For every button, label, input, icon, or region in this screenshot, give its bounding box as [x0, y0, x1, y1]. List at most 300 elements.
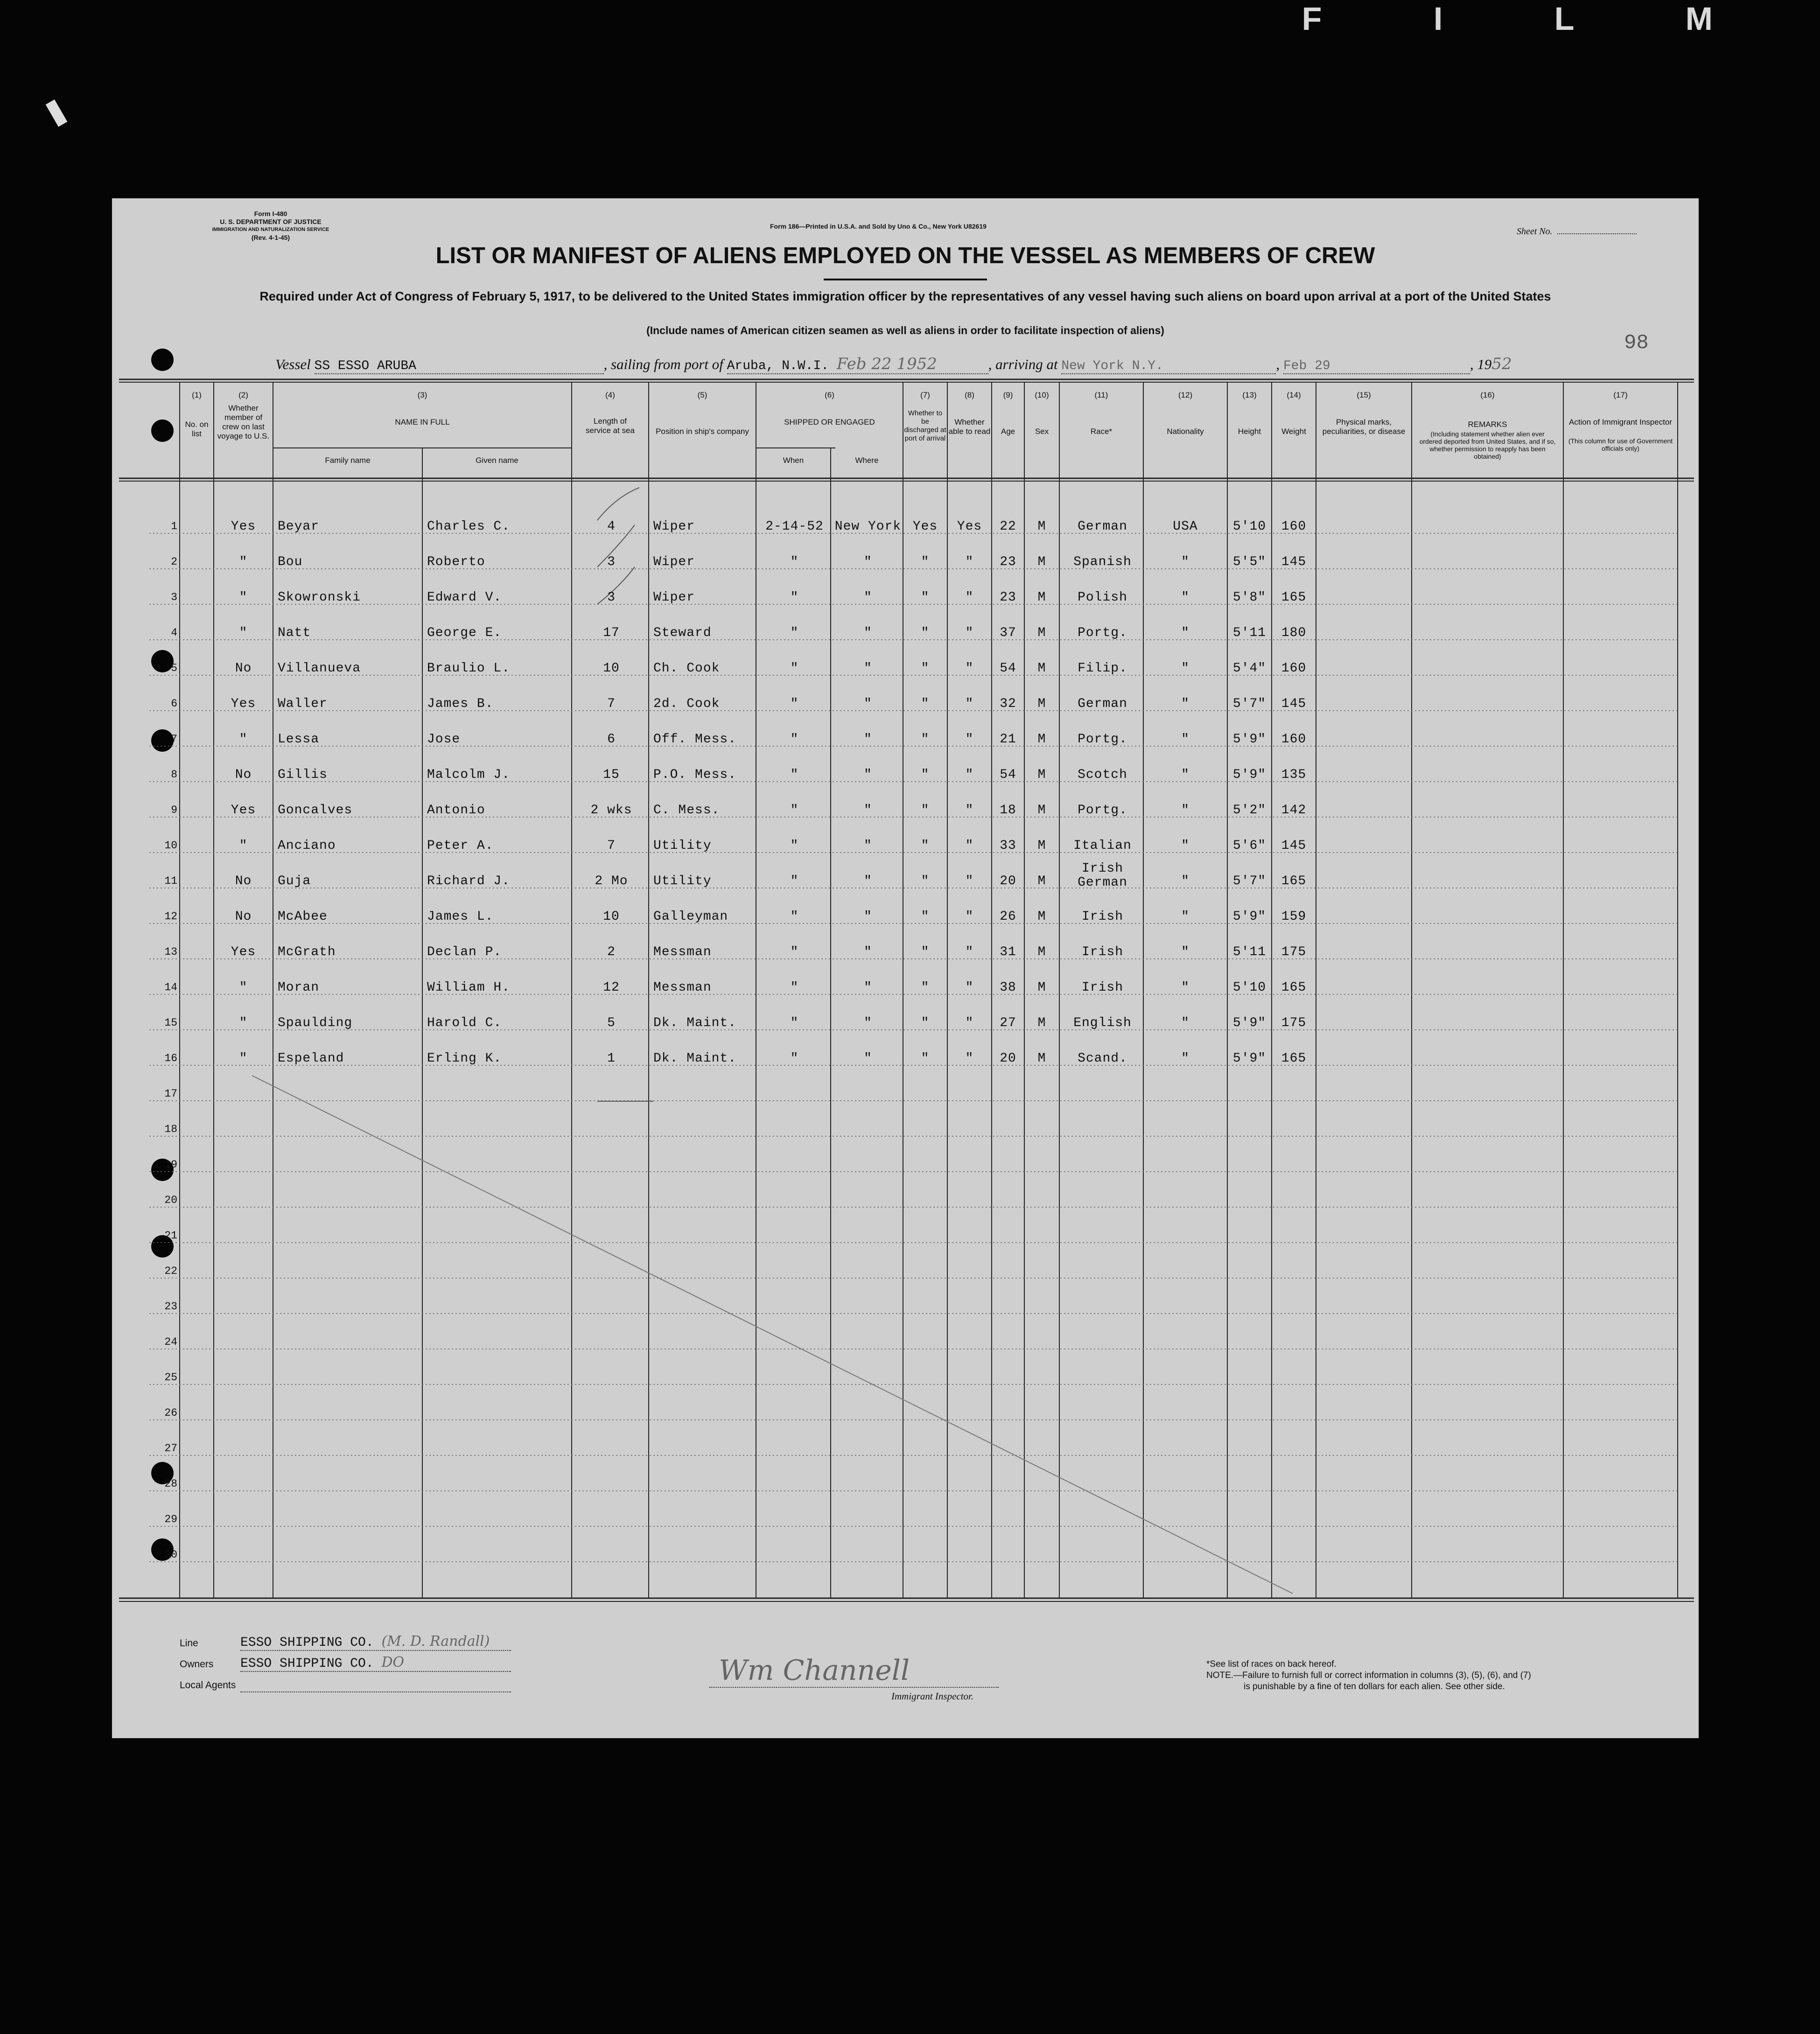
cell-when: ": [790, 839, 799, 853]
cell-age: 22: [1000, 519, 1016, 534]
cell-where: ": [864, 1016, 872, 1030]
cell-when: ": [790, 980, 799, 995]
col-num-7: (7): [920, 391, 930, 399]
col-head-physical-marks: Physical marks, peculiarities, or disease: [1322, 418, 1406, 436]
col-head-when: When: [783, 456, 804, 465]
cell-discharged: ": [921, 697, 930, 711]
cell-given: George E.: [427, 626, 502, 640]
subnote: (Include names of American citizen seamen as well as aliens in order to facilitate inspection of aliens): [646, 324, 1164, 336]
footnote-penalty: NOTE.—Failure to furnish full or correct information in columns (3), (5), (6), and (7): [1206, 1671, 1531, 1680]
cell-nationality: ": [1181, 1016, 1190, 1030]
cell-family: Skowronski: [278, 590, 361, 605]
page-number: 98: [1624, 331, 1649, 355]
row-number: 19: [164, 1159, 177, 1171]
row-number: 14: [164, 981, 177, 993]
year-suffix: 52: [1491, 355, 1512, 373]
cell-given: James B.: [427, 697, 494, 711]
line-value: ESSO SHIPPING CO. (M. D. Randall): [240, 1633, 511, 1651]
department: U. S. DEPARTMENT OF JUSTICE: [220, 218, 322, 225]
owners-value: ESSO SHIPPING CO. DO: [240, 1654, 511, 1672]
cell-race: Irish: [1081, 980, 1123, 995]
cell-read: ": [965, 768, 974, 782]
cell-age: 31: [1000, 945, 1016, 959]
cell-sex: M: [1037, 590, 1046, 605]
cell-nationality: ": [1181, 626, 1190, 640]
service: IMMIGRATION AND NATURALIZATION SERVICE: [212, 227, 329, 232]
cell-prev: No: [235, 874, 252, 888]
cell-height: 5'9": [1232, 909, 1267, 924]
col-num-9: (9): [1003, 391, 1013, 399]
row-number: 13: [164, 946, 177, 958]
cell-nationality: ": [1181, 1051, 1190, 1066]
line-handwriting: (M. D. Randall): [381, 1633, 490, 1650]
cell-service: 3: [607, 555, 616, 569]
cell-read: ": [965, 874, 974, 888]
cell-sex: M: [1037, 519, 1046, 534]
cell-prev: ": [239, 555, 248, 569]
col-head-read: Whether able to read: [948, 418, 991, 436]
cell-discharged: ": [921, 626, 930, 640]
cell-given: Jose: [427, 732, 461, 747]
cell-age: 37: [1000, 626, 1016, 640]
cell-position: Messman: [653, 945, 712, 959]
cell-service: 15: [603, 768, 620, 782]
cell-sex: M: [1037, 839, 1046, 853]
cell-sex: M: [1037, 874, 1046, 888]
cell-when: ": [790, 803, 799, 818]
cell-where: ": [864, 768, 872, 782]
cell-service: 2: [607, 945, 616, 959]
cell-family: Beyar: [278, 519, 320, 534]
cell-family: Goncalves: [278, 803, 353, 818]
cell-read: ": [965, 839, 974, 853]
cell-when: ": [790, 909, 799, 924]
cell-service: 7: [607, 697, 616, 711]
cell-discharged: ": [921, 945, 930, 959]
col-num-6: (6): [825, 391, 834, 399]
cell-given: Richard J.: [427, 874, 511, 888]
cell-service: 2 Mo: [595, 874, 628, 888]
cell-weight: 165: [1281, 874, 1307, 888]
cell-family: McGrath: [278, 945, 336, 959]
cell-when: ": [790, 945, 799, 959]
cell-height: 5'11: [1232, 945, 1267, 959]
cell-where: ": [864, 732, 872, 747]
cell-when: ": [790, 661, 799, 676]
cell-family: Spaulding: [278, 1016, 353, 1030]
signature-line: [709, 1687, 999, 1688]
row-number: 1: [171, 520, 177, 532]
cell-read: ": [965, 590, 974, 605]
row-number: 2: [171, 556, 177, 568]
col-num-8: (8): [965, 391, 974, 399]
cell-read: ": [965, 732, 974, 747]
cell-position: Galleyman: [653, 909, 728, 924]
cell-where: ": [864, 803, 872, 818]
cell-service: 2 wks: [590, 803, 632, 818]
row-number: 10: [164, 839, 177, 852]
cell-position: Off. Mess.: [653, 732, 737, 747]
cell-discharged: ": [921, 590, 930, 605]
cell-sex: M: [1037, 697, 1046, 711]
col-head-sex: Sex: [1035, 427, 1049, 436]
cell-family: Natt: [278, 626, 311, 640]
cell-age: 54: [1000, 768, 1016, 782]
cell-position: Steward: [653, 626, 712, 640]
row-number: 25: [164, 1371, 177, 1384]
cell-family: Moran: [278, 980, 320, 995]
cell-height: 5'9": [1232, 732, 1267, 747]
row-number: 6: [171, 698, 177, 710]
cell-where: ": [864, 874, 872, 888]
year-prefix: 19: [1477, 356, 1492, 372]
col-head-no: No. on list: [185, 420, 209, 438]
row-number: 5: [171, 662, 177, 674]
cell-read: ": [965, 626, 974, 640]
footnote-penalty-cont: is punishable by a fine of ten dollars for each alien. See other side.: [1244, 1682, 1505, 1692]
cell-weight: 165: [1281, 1051, 1307, 1066]
cell-position: Wiper: [653, 519, 695, 534]
cell-discharged: ": [921, 839, 930, 853]
row-number: 17: [164, 1088, 177, 1100]
cell-where: New York: [834, 519, 902, 534]
cell-age: 54: [1000, 661, 1016, 676]
cell-given: William H.: [427, 980, 511, 995]
cell-position: Wiper: [653, 555, 695, 569]
col-head-where: Where: [855, 456, 879, 465]
col-num-17: (17): [1613, 391, 1628, 399]
col-head-age: Age: [1001, 427, 1015, 436]
cell-nationality: ": [1181, 803, 1190, 818]
col-head-race: Race*: [1090, 427, 1113, 436]
cell-where: ": [864, 839, 872, 853]
cell-age: 33: [1000, 839, 1016, 853]
cell-nationality: ": [1181, 768, 1190, 782]
cell-where: ": [864, 1051, 872, 1066]
cell-discharged: ": [921, 555, 930, 569]
cell-weight: 180: [1281, 626, 1307, 640]
cell-race: Irish: [1081, 909, 1123, 924]
cell-discharged: ": [921, 874, 930, 888]
cell-when: ": [790, 1016, 799, 1030]
row-number: 12: [164, 910, 177, 923]
row-number: 30: [164, 1549, 177, 1561]
cell-nationality: ": [1181, 909, 1190, 924]
cell-read: ": [965, 661, 974, 676]
cell-age: 26: [1000, 909, 1016, 924]
col-head-inspector-note: (This column for use of Government officials only): [1568, 437, 1673, 452]
col-head-family-name: Family name: [325, 456, 371, 465]
row-number: 3: [171, 591, 177, 603]
line-label: Line: [180, 1638, 198, 1649]
cell-discharged: ": [921, 909, 930, 924]
cell-sex: M: [1037, 1051, 1046, 1066]
cell-race: Irish German: [1078, 861, 1127, 890]
cell-read: ": [965, 555, 974, 569]
cell-nationality: ": [1181, 732, 1190, 747]
cell-position: Dk. Maint.: [653, 1051, 737, 1066]
cell-prev: ": [239, 1051, 248, 1066]
col-num-1: (1): [192, 391, 202, 399]
cell-sex: M: [1037, 1016, 1046, 1030]
cell-nationality: ": [1181, 945, 1190, 959]
cell-weight: 145: [1281, 555, 1307, 569]
cell-when: ": [790, 1051, 799, 1066]
cell-weight: 175: [1281, 945, 1307, 959]
col-num-16: (16): [1480, 391, 1495, 399]
cell-position: Utility: [653, 874, 712, 888]
cell-family: Anciano: [278, 839, 336, 853]
row-number: 11: [164, 875, 177, 887]
cell-service: 5: [607, 1016, 616, 1030]
cell-position: P.O. Mess.: [653, 768, 737, 782]
cell-when: ": [790, 697, 799, 711]
cell-where: ": [864, 661, 872, 676]
cell-position: 2d. Cook: [653, 697, 720, 711]
footnote: [1206, 1659, 1531, 1692]
col-num-14: (14): [1287, 391, 1301, 399]
cell-where: ": [864, 555, 872, 569]
cell-race: Scotch: [1078, 768, 1127, 782]
arrival-date: Feb 29: [1283, 359, 1470, 374]
cell-race: Portg.: [1078, 626, 1127, 640]
row-number: 16: [164, 1052, 177, 1064]
cell-height: 5'9": [1232, 1051, 1267, 1066]
cell-when: ": [790, 590, 799, 605]
inspector-caption: Immigrant Inspector.: [891, 1691, 974, 1702]
col-head-height: Height: [1238, 427, 1261, 436]
col-num-3: (3): [417, 391, 427, 399]
cell-height: 5'7": [1232, 697, 1267, 711]
cell-family: Guja: [278, 874, 311, 888]
cell-height: 5'10: [1232, 980, 1267, 995]
cell-race: Spanish: [1073, 555, 1132, 569]
cell-age: 23: [1000, 555, 1016, 569]
cell-height: 5'4": [1232, 661, 1267, 676]
cell-nationality: USA: [1173, 519, 1198, 534]
cell-discharged: ": [921, 803, 930, 818]
sheet-number-label: Sheet No.: [1517, 226, 1553, 237]
cell-when: ": [790, 626, 799, 640]
cell-family: Gillis: [278, 768, 328, 782]
cell-weight: 145: [1281, 697, 1307, 711]
cell-prev: ": [239, 626, 248, 640]
col-head-position: Position in ship's company: [656, 427, 749, 436]
cell-given: James L.: [427, 909, 494, 924]
cell-nationality: ": [1181, 839, 1190, 853]
cell-service: 12: [603, 980, 620, 995]
row-number: 23: [164, 1300, 177, 1313]
owners-handwriting: DO: [381, 1654, 405, 1671]
cell-where: ": [864, 697, 872, 711]
cell-age: 32: [1000, 697, 1016, 711]
owners-label: Owners: [180, 1659, 214, 1670]
row-number: 27: [164, 1442, 177, 1454]
cell-given: Erling K.: [427, 1051, 502, 1066]
row-number: 9: [171, 804, 177, 816]
col-num-12: (12): [1178, 391, 1193, 399]
cell-prev: ": [239, 980, 248, 995]
cell-read: ": [965, 1016, 974, 1030]
cell-read: ": [965, 980, 974, 995]
cell-weight: 160: [1281, 732, 1307, 747]
cell-height: 5'10: [1232, 519, 1267, 534]
cell-sex: M: [1037, 768, 1046, 782]
cell-weight: 175: [1281, 1016, 1307, 1030]
cell-race: Filip.: [1078, 661, 1127, 676]
col-head-discharged: Whether to be discharged at port of arrival: [904, 409, 946, 442]
cell-prev: ": [239, 590, 248, 605]
cell-when: 2-14-52: [765, 519, 824, 534]
cell-where: ": [864, 945, 872, 959]
cell-given: Antonio: [427, 803, 485, 818]
arriving-label: arriving at: [995, 356, 1058, 372]
sailing-date: Feb 22 1952: [836, 355, 937, 373]
cell-service: 10: [603, 909, 620, 924]
cell-age: 23: [1000, 590, 1016, 605]
cell-prev: Yes: [231, 519, 256, 534]
cell-where: ": [864, 909, 872, 924]
col-num-10: (10): [1035, 391, 1049, 399]
printer-line: Form 186—Printed in U.S.A. and Sold by Uno & Co., New York U82619: [770, 223, 987, 230]
cell-given: Harold C.: [427, 1016, 502, 1030]
row-number: 22: [164, 1265, 177, 1277]
col-head-remarks: REMARKS: [1468, 420, 1507, 429]
cell-family: Bou: [278, 555, 303, 569]
cell-height: 5'2": [1232, 803, 1267, 818]
cell-sex: M: [1037, 909, 1046, 924]
cell-nationality: ": [1181, 980, 1190, 995]
cell-discharged: ": [921, 1051, 930, 1066]
cell-sex: M: [1037, 732, 1046, 747]
cell-where: ": [864, 626, 872, 640]
row-number: 29: [164, 1513, 177, 1525]
row-number: 4: [171, 627, 177, 639]
cell-weight: 142: [1281, 803, 1307, 818]
col-head-nationality: Nationality: [1167, 427, 1204, 436]
cell-read: Yes: [957, 519, 982, 534]
cell-family: Espeland: [278, 1051, 344, 1066]
col-head-given-name: Given name: [476, 456, 518, 465]
cell-given: Peter A.: [427, 839, 494, 853]
cell-sex: M: [1037, 945, 1046, 959]
col-head-inspector: Action of Immigrant Inspector: [1568, 418, 1673, 426]
cell-position: Utility: [653, 839, 712, 853]
cell-height: 5'9": [1232, 1016, 1267, 1030]
cell-prev: No: [235, 768, 252, 782]
cell-position: Wiper: [653, 590, 695, 605]
row-number: 24: [164, 1336, 177, 1348]
cell-discharged: ": [921, 980, 930, 995]
cell-discharged: ": [921, 661, 930, 676]
cell-height: 5'5": [1232, 555, 1267, 569]
manifest-sheet: [112, 198, 1699, 1738]
cell-nationality: ": [1181, 874, 1190, 888]
cell-given: Declan P.: [427, 945, 502, 959]
col-head-service: Length of service at sea: [586, 417, 635, 435]
cell-nationality: ": [1181, 697, 1190, 711]
cell-given: Edward V.: [427, 590, 502, 605]
revision: (Rev. 4-1-45): [251, 234, 290, 241]
cell-age: 18: [1000, 803, 1016, 818]
cell-nationality: ": [1181, 555, 1190, 569]
sailing-label: sailing from port of: [611, 356, 723, 372]
col-head-shipped: SHIPPED OR ENGAGED: [784, 418, 875, 426]
cell-family: Villanueva: [278, 661, 361, 676]
cell-read: ": [965, 803, 974, 818]
cell-age: 20: [1000, 874, 1016, 888]
cell-height: 5'6": [1232, 839, 1267, 853]
cell-service: 7: [607, 839, 616, 853]
cell-weight: 145: [1281, 839, 1307, 853]
cell-weight: 165: [1281, 590, 1307, 605]
cell-weight: 160: [1281, 519, 1307, 534]
cell-age: 20: [1000, 1051, 1016, 1066]
cell-nationality: ": [1181, 661, 1190, 676]
col-head-name: NAME IN FULL: [395, 418, 450, 426]
cell-prev: ": [239, 1016, 248, 1030]
cell-height: 5'8": [1232, 590, 1267, 605]
cell-race: Italian: [1073, 839, 1132, 853]
row-number: 21: [164, 1230, 177, 1242]
cell-when: ": [790, 555, 799, 569]
cell-weight: 135: [1281, 768, 1307, 782]
cell-given: Roberto: [427, 555, 485, 569]
cell-read: ": [965, 1051, 974, 1066]
cell-weight: 159: [1281, 909, 1307, 924]
cell-age: 21: [1000, 732, 1016, 747]
cell-discharged: ": [921, 732, 930, 747]
cell-race: English: [1073, 1016, 1132, 1030]
cell-prev: ": [239, 732, 248, 747]
cell-race: Portg.: [1078, 732, 1127, 747]
cell-race: German: [1078, 697, 1127, 711]
cell-position: Messman: [653, 980, 712, 995]
cell-prev: Yes: [231, 945, 256, 959]
cell-service: 3: [607, 590, 616, 605]
cell-prev: Yes: [231, 803, 256, 818]
cell-read: ": [965, 909, 974, 924]
cell-given: Braulio L.: [427, 661, 511, 676]
col-num-2: (2): [238, 391, 248, 399]
cell-prev: Yes: [231, 697, 256, 711]
cell-sex: M: [1037, 555, 1046, 569]
col-head-weight: Weight: [1281, 427, 1306, 436]
cell-race: Polish: [1078, 590, 1127, 605]
col-num-15: (15): [1357, 391, 1371, 399]
cell-sex: M: [1037, 626, 1046, 640]
cell-prev: No: [235, 661, 252, 676]
vessel-line: Vessel SS ESSO ARUBA , sailing from port of Aruba, N.W.I. Feb 22 1952 , arriving at New York N.Y. , Feb 29 , 1952: [275, 355, 1512, 373]
cell-race: Irish: [1081, 945, 1123, 959]
sailing-port: Aruba, N.W.I. Feb 22 1952: [727, 355, 988, 374]
col-num-5: (5): [697, 391, 707, 399]
row-number: 20: [164, 1194, 177, 1206]
cell-nationality: ": [1181, 590, 1190, 605]
cell-prev: ": [239, 839, 248, 853]
inspector-signature: Wm Channell: [719, 1654, 910, 1687]
cell-race: Scand.: [1078, 1051, 1127, 1066]
cell-height: 5'11: [1232, 626, 1267, 640]
cell-height: 5'7": [1232, 874, 1267, 888]
col-head-remarks-note: (Including statement whether alien ever ordered deported from United States, and if so, whether permission to reapply has been obtained): [1419, 430, 1556, 460]
col-head-last-voyage: Whether member of crew on last voyage to U.S.: [217, 404, 270, 440]
cell-position: C. Mess.: [653, 803, 720, 818]
row-number: 18: [164, 1123, 177, 1135]
cell-read: ": [965, 697, 974, 711]
cell-race: German: [1078, 519, 1127, 534]
cell-age: 38: [1000, 980, 1016, 995]
